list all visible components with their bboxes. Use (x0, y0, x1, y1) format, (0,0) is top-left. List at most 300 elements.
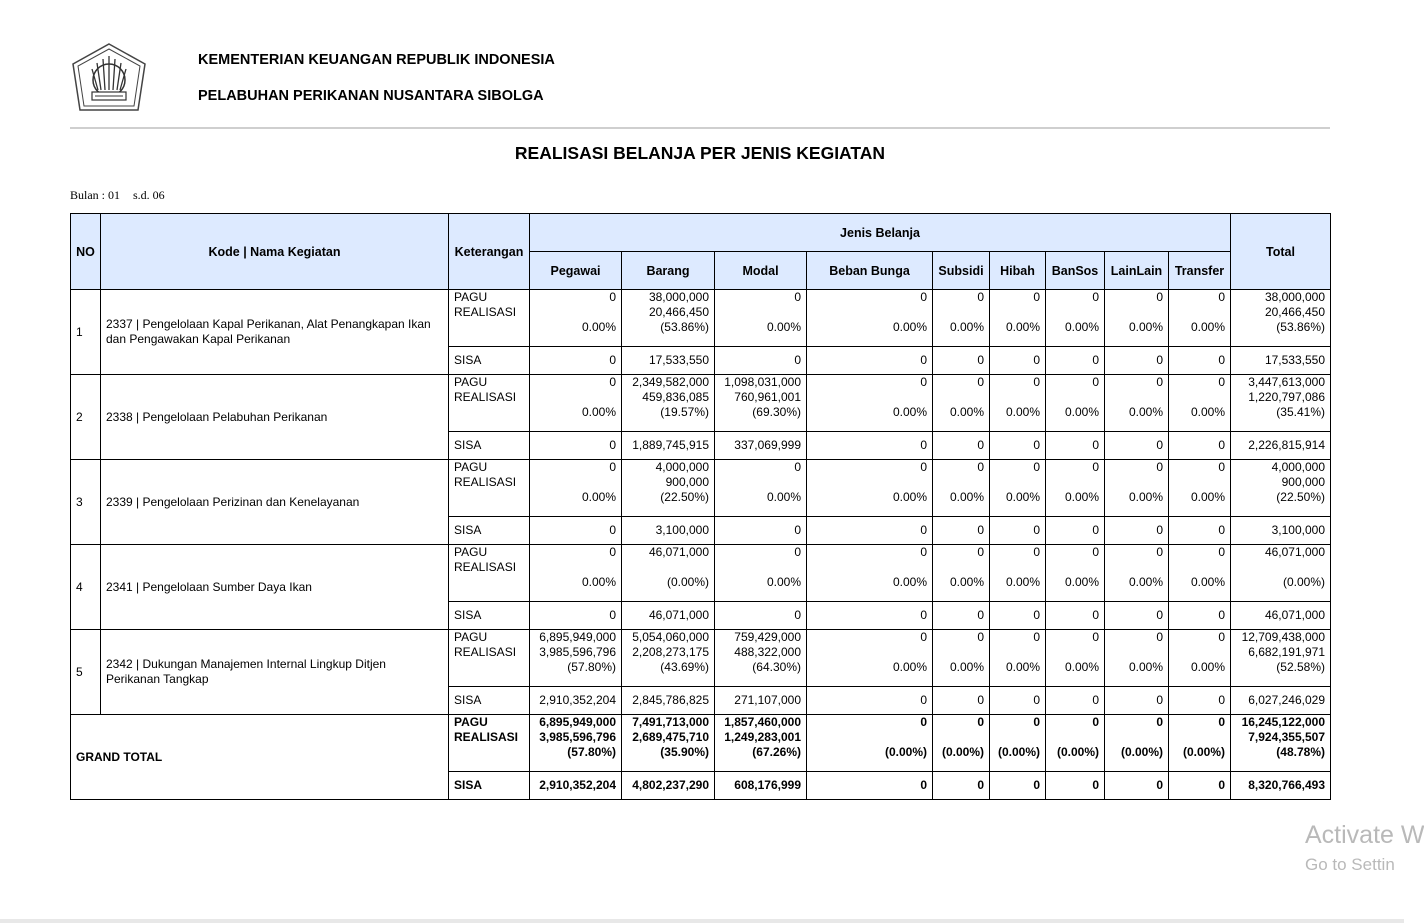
keterangan-cell (449, 715, 530, 772)
sisa-value: 0 (1046, 687, 1105, 715)
keterangan-cell (449, 290, 530, 347)
pagu-value: 16,245,122,000 (1241, 715, 1325, 729)
keterangan-cell (449, 375, 530, 432)
value-cell (807, 290, 933, 347)
pagu-value: 0 (1218, 375, 1225, 389)
row-number: 1 (71, 290, 101, 375)
kegiatan-name: 2339 | Pengelolaan Perizinan dan Kenelayanan (101, 460, 449, 545)
sisa-value: 46,071,000 (1231, 602, 1331, 630)
sisa-value: 0 (807, 772, 933, 800)
value-cell (1169, 460, 1231, 517)
value-cell (1169, 375, 1231, 432)
value-cell (715, 630, 807, 687)
realisasi-value: 459,836,085 (642, 390, 709, 404)
realisasi-percent: 0.00% (1064, 490, 1099, 504)
realisasi-percent: 0.00% (892, 660, 927, 674)
pagu-value: 46,071,000 (648, 545, 709, 559)
value-cell (990, 630, 1046, 687)
sisa-value: 4,802,237,290 (622, 772, 715, 800)
value-cell (715, 290, 807, 347)
pagu-value: 12,709,438,000 (1241, 630, 1325, 644)
realisasi-percent: 0.00% (581, 490, 616, 504)
sisa-value: 0 (807, 432, 933, 460)
row-number: 2 (71, 375, 101, 460)
value-cell (1231, 630, 1331, 687)
pagu-value: 0 (794, 290, 801, 304)
value-cell (990, 290, 1046, 347)
pagu-value: 2,349,582,000 (632, 375, 709, 389)
table-row (71, 545, 1331, 602)
pagu-value: 0 (609, 290, 616, 304)
value-cell (990, 545, 1046, 602)
pagu-label: PAGU (454, 715, 488, 729)
realisasi-value: 6,682,191,971 (1248, 645, 1325, 659)
sisa-label: SISA (449, 772, 530, 800)
ministry-emblem-logo (70, 42, 148, 112)
value-cell (622, 630, 715, 687)
sisa-label: SISA (449, 432, 530, 460)
realisasi-value: 7,924,355,507 (1248, 730, 1325, 744)
pagu-value: 0 (1156, 715, 1163, 729)
sisa-value: 0 (1046, 602, 1105, 630)
realisasi-percent: 0.00% (1005, 490, 1040, 504)
pagu-label: PAGU (454, 460, 488, 474)
realisasi-percent: (0.00%) (1182, 745, 1225, 759)
pagu-value: 0 (920, 460, 927, 474)
pagu-value: 0 (1092, 460, 1099, 474)
pagu-value: 0 (1033, 715, 1040, 729)
pagu-value: 0 (920, 715, 927, 729)
realisasi-percent: (64.30%) (752, 660, 801, 674)
realisasi-percent: 0.00% (1190, 490, 1225, 504)
pagu-value: 759,429,000 (734, 630, 801, 644)
sisa-value: 0 (1105, 347, 1169, 375)
value-cell (1105, 715, 1169, 772)
sisa-value: 0 (990, 772, 1046, 800)
value-cell (1046, 290, 1105, 347)
realisasi-percent: (53.86%) (1276, 320, 1325, 334)
sisa-value: 1,889,745,915 (622, 432, 715, 460)
value-cell (530, 545, 622, 602)
value-cell (530, 375, 622, 432)
sisa-value: 0 (1169, 517, 1231, 545)
pagu-value: 0 (1092, 715, 1099, 729)
sisa-label: SISA (449, 602, 530, 630)
sisa-value: 0 (1169, 687, 1231, 715)
realisasi-value: 488,322,000 (734, 645, 801, 659)
sisa-value: 2,226,815,914 (1231, 432, 1331, 460)
pagu-value: 0 (1218, 715, 1225, 729)
sisa-value: 0 (990, 602, 1046, 630)
sisa-value: 0 (807, 602, 933, 630)
value-cell (990, 715, 1046, 772)
header-col-hibah: Hibah (990, 252, 1046, 290)
value-cell (933, 545, 990, 602)
realisasi-percent: (22.50%) (660, 490, 709, 504)
sisa-value: 0 (715, 517, 807, 545)
activation-watermark-subtitle: Go to Settin (1305, 855, 1395, 874)
row-number: 4 (71, 545, 101, 630)
realisasi-percent: 0.00% (581, 405, 616, 419)
pagu-value: 0 (977, 630, 984, 644)
value-cell (1231, 460, 1331, 517)
realisasi-percent: 0.00% (1064, 320, 1099, 334)
realisasi-percent: (0.00%) (1282, 575, 1325, 589)
header-col-modal: Modal (715, 252, 807, 290)
value-cell (530, 715, 622, 772)
office-name: PELABUHAN PERIKANAN NUSANTARA SIBOLGA (198, 88, 544, 104)
value-cell (622, 545, 715, 602)
realisasi-value: 760,961,001 (734, 390, 801, 404)
realisasi-percent: 0.00% (581, 575, 616, 589)
header-kegiatan: Kode | Nama Kegiatan (101, 214, 449, 290)
realisasi-value: 1,249,283,001 (724, 730, 801, 744)
value-cell (622, 460, 715, 517)
sisa-label: SISA (449, 687, 530, 715)
sisa-value: 0 (1046, 432, 1105, 460)
sisa-value: 0 (807, 687, 933, 715)
sisa-value: 17,533,550 (622, 347, 715, 375)
pagu-value: 0 (609, 545, 616, 559)
realisasi-label: REALISASI (454, 475, 517, 489)
pagu-value: 0 (977, 715, 984, 729)
realisasi-percent: (0.00%) (997, 745, 1040, 759)
realisasi-value: 3,985,596,796 (539, 645, 616, 659)
realisasi-label: REALISASI (454, 730, 519, 744)
pagu-label: PAGU (454, 630, 488, 644)
pagu-value: 0 (1156, 630, 1163, 644)
pagu-value: 0 (920, 630, 927, 644)
pagu-value: 0 (1033, 375, 1040, 389)
realisasi-percent: 0.00% (1064, 660, 1099, 674)
realisasi-percent: 0.00% (1190, 575, 1225, 589)
keterangan-cell (449, 630, 530, 687)
sisa-value: 2,845,786,825 (622, 687, 715, 715)
value-cell (715, 545, 807, 602)
header-divider (70, 127, 1330, 129)
value-cell (807, 545, 933, 602)
header-col-subsidi: Subsidi (933, 252, 990, 290)
realisasi-label: REALISASI (454, 560, 517, 574)
sisa-value: 0 (807, 347, 933, 375)
pagu-value: 0 (1218, 290, 1225, 304)
kegiatan-name: 2341 | Pengelolaan Sumber Daya Ikan (101, 545, 449, 630)
header-jenis-belanja: Jenis Belanja (530, 214, 1231, 252)
sisa-value: 0 (1169, 432, 1231, 460)
pagu-value: 0 (977, 375, 984, 389)
header-col-lainlain: LainLain (1105, 252, 1169, 290)
realisasi-label: REALISASI (454, 390, 517, 404)
sisa-value: 3,100,000 (1231, 517, 1331, 545)
sisa-label: SISA (449, 517, 530, 545)
sisa-value: 0 (933, 602, 990, 630)
table-row (71, 460, 1331, 517)
header-col-beban-bunga: Beban Bunga (807, 252, 933, 290)
value-cell (807, 630, 933, 687)
value-cell (1169, 545, 1231, 602)
pagu-value: 0 (1033, 290, 1040, 304)
pagu-value: 46,071,000 (1264, 545, 1325, 559)
ministry-name: KEMENTERIAN KEUANGAN REPUBLIK INDONESIA (198, 52, 555, 68)
realisasi-percent: 0.00% (1190, 660, 1225, 674)
pagu-value: 0 (1092, 290, 1099, 304)
pagu-value: 0 (1033, 545, 1040, 559)
realisasi-percent: 0.00% (949, 320, 984, 334)
value-cell (715, 460, 807, 517)
sisa-value: 0 (1105, 432, 1169, 460)
pagu-value: 0 (1156, 375, 1163, 389)
pagu-value: 0 (1218, 545, 1225, 559)
pagu-value: 0 (1033, 630, 1040, 644)
pagu-value: 4,000,000 (655, 460, 709, 474)
realisasi-percent: 0.00% (949, 660, 984, 674)
pagu-value: 6,895,949,000 (539, 630, 616, 644)
value-cell (1169, 630, 1231, 687)
value-cell (1169, 715, 1231, 772)
row-number: 5 (71, 630, 101, 715)
sisa-value: 0 (1046, 347, 1105, 375)
header-total: Total (1231, 214, 1331, 290)
grand-total-label: GRAND TOTAL (71, 715, 449, 800)
pagu-value: 0 (977, 460, 984, 474)
sisa-value: 0 (530, 602, 622, 630)
pagu-value: 0 (920, 545, 927, 559)
expenditure-table (70, 213, 1331, 800)
realisasi-percent: 0.00% (1128, 320, 1163, 334)
period-to: s.d. 06 (133, 188, 165, 202)
value-cell (715, 715, 807, 772)
realisasi-percent: (0.00%) (1120, 745, 1163, 759)
grand-total-pagu-row (71, 715, 1331, 772)
realisasi-label: REALISASI (454, 645, 517, 659)
pagu-value: 0 (609, 460, 616, 474)
header-col-pegawai: Pegawai (530, 252, 622, 290)
value-cell (530, 460, 622, 517)
sisa-value: 0 (1105, 517, 1169, 545)
sisa-value: 0 (1046, 517, 1105, 545)
sisa-value: 46,071,000 (622, 602, 715, 630)
realisasi-percent: (48.78%) (1276, 745, 1325, 759)
realisasi-value: 20,466,450 (1264, 305, 1325, 319)
pagu-value: 1,857,460,000 (724, 715, 801, 729)
sisa-value: 0 (1046, 772, 1105, 800)
sisa-value: 271,107,000 (715, 687, 807, 715)
realisasi-percent: 0.00% (1064, 575, 1099, 589)
realisasi-percent: (69.30%) (752, 405, 801, 419)
value-cell (807, 375, 933, 432)
sisa-value: 0 (1169, 772, 1231, 800)
realisasi-percent: 0.00% (1128, 575, 1163, 589)
realisasi-percent: 0.00% (1064, 405, 1099, 419)
value-cell (622, 290, 715, 347)
realisasi-percent: 0.00% (766, 575, 801, 589)
realisasi-percent: 0.00% (1005, 660, 1040, 674)
pagu-value: 0 (609, 375, 616, 389)
realisasi-percent: (0.00%) (941, 745, 984, 759)
realisasi-percent: 0.00% (1005, 405, 1040, 419)
realisasi-percent: (52.58%) (1276, 660, 1325, 674)
realisasi-value: 2,208,273,175 (632, 645, 709, 659)
realisasi-percent: 0.00% (892, 490, 927, 504)
pagu-value: 0 (920, 290, 927, 304)
sisa-value: 17,533,550 (1231, 347, 1331, 375)
value-cell (530, 630, 622, 687)
realisasi-percent: 0.00% (1190, 320, 1225, 334)
value-cell (1046, 545, 1105, 602)
value-cell (1105, 290, 1169, 347)
pagu-value: 0 (794, 545, 801, 559)
kegiatan-name: 2338 | Pengelolaan Pelabuhan Perikanan (101, 375, 449, 460)
realisasi-percent: (57.80%) (567, 745, 616, 759)
value-cell (622, 375, 715, 432)
realisasi-percent: (53.86%) (660, 320, 709, 334)
realisasi-percent: (57.80%) (567, 660, 616, 674)
header-no: NO (71, 214, 101, 290)
sisa-value: 0 (1169, 602, 1231, 630)
keterangan-cell (449, 460, 530, 517)
realisasi-value: 20,466,450 (648, 305, 709, 319)
sisa-value: 0 (530, 432, 622, 460)
value-cell (1231, 715, 1331, 772)
realisasi-percent: 0.00% (1005, 575, 1040, 589)
pagu-value: 1,098,031,000 (724, 375, 801, 389)
sisa-label: SISA (449, 347, 530, 375)
pagu-value: 38,000,000 (648, 290, 709, 304)
keterangan-cell (449, 545, 530, 602)
sisa-value: 2,910,352,204 (530, 772, 622, 800)
sisa-value: 0 (807, 517, 933, 545)
realisasi-percent: (67.26%) (752, 745, 801, 759)
sisa-value: 0 (990, 687, 1046, 715)
sisa-value: 608,176,999 (715, 772, 807, 800)
sisa-value: 0 (990, 517, 1046, 545)
pagu-value: 6,895,949,000 (539, 715, 616, 729)
sisa-value: 0 (1105, 602, 1169, 630)
sisa-value: 2,910,352,204 (530, 687, 622, 715)
value-cell (1105, 630, 1169, 687)
realisasi-percent: (19.57%) (660, 405, 709, 419)
value-cell (1169, 290, 1231, 347)
realisasi-percent: (35.41%) (1276, 405, 1325, 419)
pagu-value: 0 (1156, 290, 1163, 304)
sisa-value: 0 (933, 687, 990, 715)
realisasi-percent: 0.00% (949, 575, 984, 589)
sisa-value: 337,069,999 (715, 432, 807, 460)
sisa-value: 0 (933, 772, 990, 800)
kegiatan-name: 2342 | Dukungan Manajemen Internal Lingkup Ditjen Perikanan Tangkap (101, 630, 449, 715)
table-row (71, 290, 1331, 347)
value-cell (933, 375, 990, 432)
realisasi-percent: (0.00%) (666, 575, 709, 589)
value-cell (1231, 375, 1331, 432)
value-cell (807, 715, 933, 772)
value-cell (933, 460, 990, 517)
pagu-label: PAGU (454, 545, 488, 559)
sisa-value: 0 (1169, 347, 1231, 375)
sisa-value: 0 (715, 347, 807, 375)
activation-watermark-title: Activate W (1305, 821, 1424, 849)
value-cell (715, 375, 807, 432)
sisa-value: 0 (715, 602, 807, 630)
pagu-value: 0 (977, 545, 984, 559)
realisasi-percent: 0.00% (581, 320, 616, 334)
realisasi-value: 2,689,475,710 (632, 730, 709, 744)
value-cell (622, 715, 715, 772)
sisa-value: 0 (933, 347, 990, 375)
realisasi-value: 900,000 (665, 475, 709, 489)
pagu-value: 0 (794, 460, 801, 474)
report-title: REALISASI BELANJA PER JENIS KEGIATAN (514, 143, 886, 163)
value-cell (1046, 715, 1105, 772)
value-cell (1231, 290, 1331, 347)
value-cell (933, 290, 990, 347)
sisa-value: 0 (1105, 687, 1169, 715)
pagu-value: 38,000,000 (1264, 290, 1325, 304)
value-cell (933, 715, 990, 772)
pagu-value: 0 (1092, 545, 1099, 559)
realisasi-percent: 0.00% (892, 405, 927, 419)
header-col-transfer: Transfer (1169, 252, 1231, 290)
value-cell (530, 290, 622, 347)
table-body (71, 290, 1331, 800)
pagu-value: 5,054,060,000 (632, 630, 709, 644)
realisasi-percent: 0.00% (766, 490, 801, 504)
value-cell (1105, 460, 1169, 517)
value-cell (990, 375, 1046, 432)
realisasi-value: 1,220,797,086 (1248, 390, 1325, 404)
row-number: 3 (71, 460, 101, 545)
realisasi-percent: 0.00% (766, 320, 801, 334)
realisasi-percent: 0.00% (1128, 490, 1163, 504)
realisasi-percent: 0.00% (1128, 405, 1163, 419)
realisasi-percent: (0.00%) (1056, 745, 1099, 759)
sisa-value: 0 (1105, 772, 1169, 800)
realisasi-value: 900,000 (1281, 475, 1325, 489)
header-col-bansos: BanSos (1046, 252, 1105, 290)
value-cell (1105, 545, 1169, 602)
value-cell (933, 630, 990, 687)
realisasi-label: REALISASI (454, 305, 517, 319)
realisasi-percent: 0.00% (892, 575, 927, 589)
value-cell (1046, 460, 1105, 517)
sisa-value: 6,027,246,029 (1231, 687, 1331, 715)
window-bottom-edge (0, 919, 1404, 923)
realisasi-percent: 0.00% (949, 490, 984, 504)
table-row (71, 630, 1331, 687)
value-cell (1231, 545, 1331, 602)
header-col-barang: Barang (622, 252, 715, 290)
realisasi-percent: 0.00% (949, 405, 984, 419)
kegiatan-name: 2337 | Pengelolaan Kapal Perikanan, Alat Penangkapan Ikan dan Pengawakan Kapal Perikanan (101, 290, 449, 375)
sisa-value: 0 (990, 432, 1046, 460)
sisa-value: 0 (530, 347, 622, 375)
sisa-value: 0 (933, 517, 990, 545)
realisasi-percent: (35.90%) (660, 745, 709, 759)
realisasi-percent: 0.00% (1128, 660, 1163, 674)
pagu-value: 0 (1092, 630, 1099, 644)
realisasi-percent: (0.00%) (884, 745, 927, 759)
pagu-value: 0 (1218, 460, 1225, 474)
table-row (71, 375, 1331, 432)
header-keterangan: Keterangan (449, 214, 530, 290)
sisa-value: 8,320,766,493 (1231, 772, 1331, 800)
value-cell (990, 460, 1046, 517)
realisasi-percent: (22.50%) (1276, 490, 1325, 504)
sisa-value: 0 (933, 432, 990, 460)
period-month: Bulan : 01 (70, 188, 120, 202)
pagu-value: 0 (977, 290, 984, 304)
pagu-label: PAGU (454, 375, 488, 389)
